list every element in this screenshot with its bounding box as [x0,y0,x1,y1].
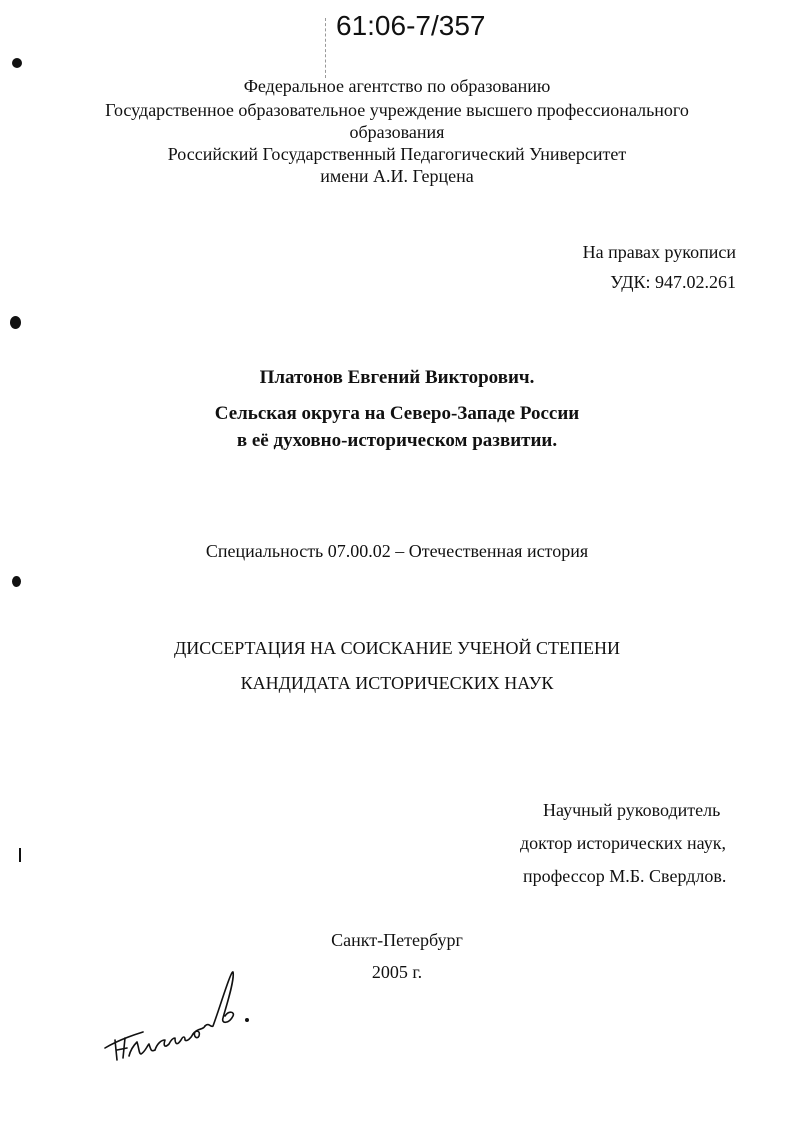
supervisor-label: Научный руководитель [543,800,721,820]
header-line: имени А.И. Герцена [320,166,474,186]
archive-code: 61:06-7/357 [336,10,486,41]
dissertation-title: Сельская округа на Северо-Западе России [214,403,580,424]
degree-line: КАНДИДАТА ИСТОРИЧЕСКИХ НАУК [240,673,554,693]
supervisor-name: профессор М.Б. Свердлов. [523,866,727,886]
scan-mark [19,848,21,862]
udc-code: УДК: 947.02.261 [610,272,736,292]
header-line: образования [349,122,445,142]
punch-hole-mark [12,58,22,68]
punch-hole-mark [12,576,21,587]
author-signature [95,960,265,1070]
header-line: Российский Государственный Педагогический Университет [167,144,627,164]
specialty: Специальность 07.00.02 – Отечественная история [205,541,589,561]
header-line: Государственное образовательное учреждение высшего профессионального [105,100,689,120]
author-name: Платонов Евгений Викторович. [259,367,535,388]
punch-hole-mark [10,316,21,329]
supervisor-degree: доктор исторических наук, [520,833,726,853]
dissertation-title: в её духовно-историческом развитии. [236,430,558,451]
year: 2005 г. [371,962,423,982]
city: Санкт-Петербург [331,930,463,950]
degree-line: ДИССЕРТАЦИЯ НА СОИСКАНИЕ УЧЕНОЙ СТЕПЕНИ [173,638,621,658]
scan-artifact-line [325,18,327,78]
manuscript-rights: На правах рукописи [582,242,736,262]
header-line: Федеральное агентство по образованию [243,76,551,96]
